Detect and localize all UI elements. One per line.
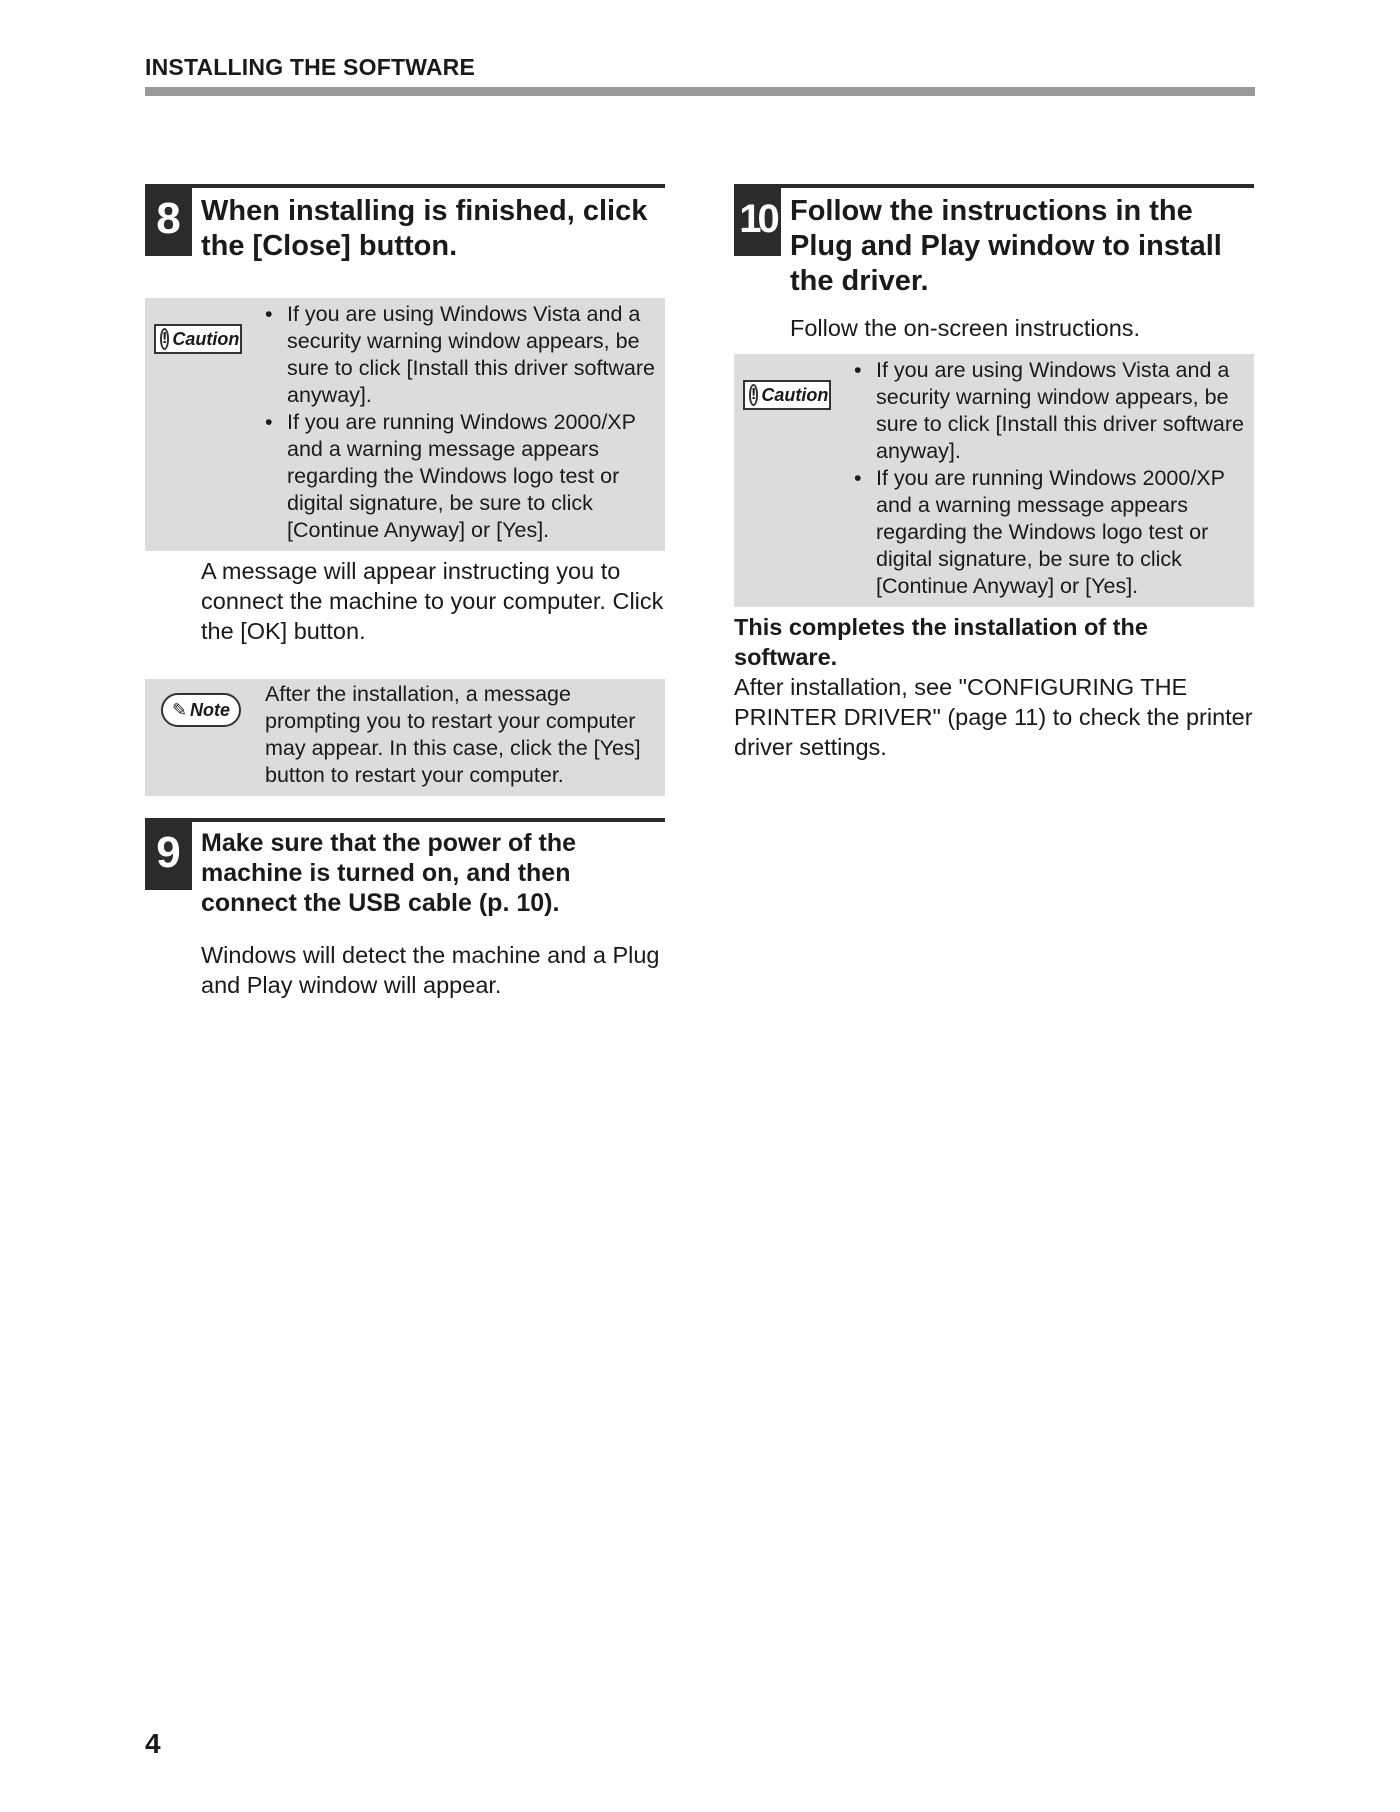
caution-badge: [154, 324, 242, 354]
caution-item: • If you are running Windows 2000/XP and a warning message appears regarding the Windows logo test or digital signature, be sure to click [Continue Anyway] or [Yes].: [287, 409, 655, 544]
note-label: Note: [190, 699, 231, 720]
caution-box: [734, 354, 1254, 607]
caution-item: • If you are using Windows Vista and a security warning window appears, be sure to click [Install this driver software anyway].: [876, 357, 1244, 465]
step-number-10: 10: [734, 188, 781, 256]
step-10-title: Follow the instructions in the Plug and Play window to install the driver.: [790, 195, 1222, 297]
step-8-body: A message will appear instructing you to connect the machine to your computer. Click the [OK] button.: [201, 558, 664, 644]
step-number-9: 9: [145, 822, 192, 890]
step-9-title: Make sure that the power of the machine is turned on, and then connect the USB cable (p. 10).: [201, 829, 577, 917]
section-title: INSTALLING THE SOFTWARE: [145, 54, 475, 80]
caution-label: Caution: [172, 328, 240, 349]
section-divider: [145, 87, 1255, 96]
step-8: [145, 184, 665, 264]
caution-label: Caution: [761, 384, 829, 405]
exclamation-icon: !: [160, 328, 169, 350]
caution-item: • If you are running Windows 2000/XP and a warning message appears regarding the Windows logo test or digital signature, be sure to click [Continue Anyway] or [Yes].: [876, 465, 1244, 600]
right-column: [734, 184, 1254, 762]
caution-badge: [743, 380, 831, 410]
note-box: [145, 679, 665, 796]
completion-heading: This completes the installation of the software.: [734, 614, 1148, 670]
pencil-icon: ✎: [171, 699, 188, 720]
note-text: After the installation, a message prompting you to restart your computer may appear. In this case, click the [Yes] button to restart your computer.: [265, 682, 641, 787]
caution-item: • If you are using Windows Vista and a security warning window appears, be sure to click [Install this driver software anyway].: [287, 301, 655, 409]
step-8-title: When installing is finished, click the [Close] button.: [201, 195, 648, 262]
page-number: 4: [145, 1728, 161, 1759]
caution-box: [145, 298, 665, 551]
note-badge: [161, 693, 241, 727]
step-10-body: Follow the on-screen instructions.: [790, 315, 1141, 341]
exclamation-icon: !: [749, 384, 758, 406]
step-9-body: Windows will detect the machine and a Plug and Play window will appear.: [201, 942, 660, 998]
step-number-8: 8: [145, 188, 192, 256]
step-10: [734, 184, 1254, 299]
step-9: [145, 818, 665, 918]
left-column: [145, 184, 665, 1000]
completion-text: After installation, see "CONFIGURING THE PRINTER DRIVER" (page 11) to check the printer driver settings.: [734, 674, 1253, 760]
